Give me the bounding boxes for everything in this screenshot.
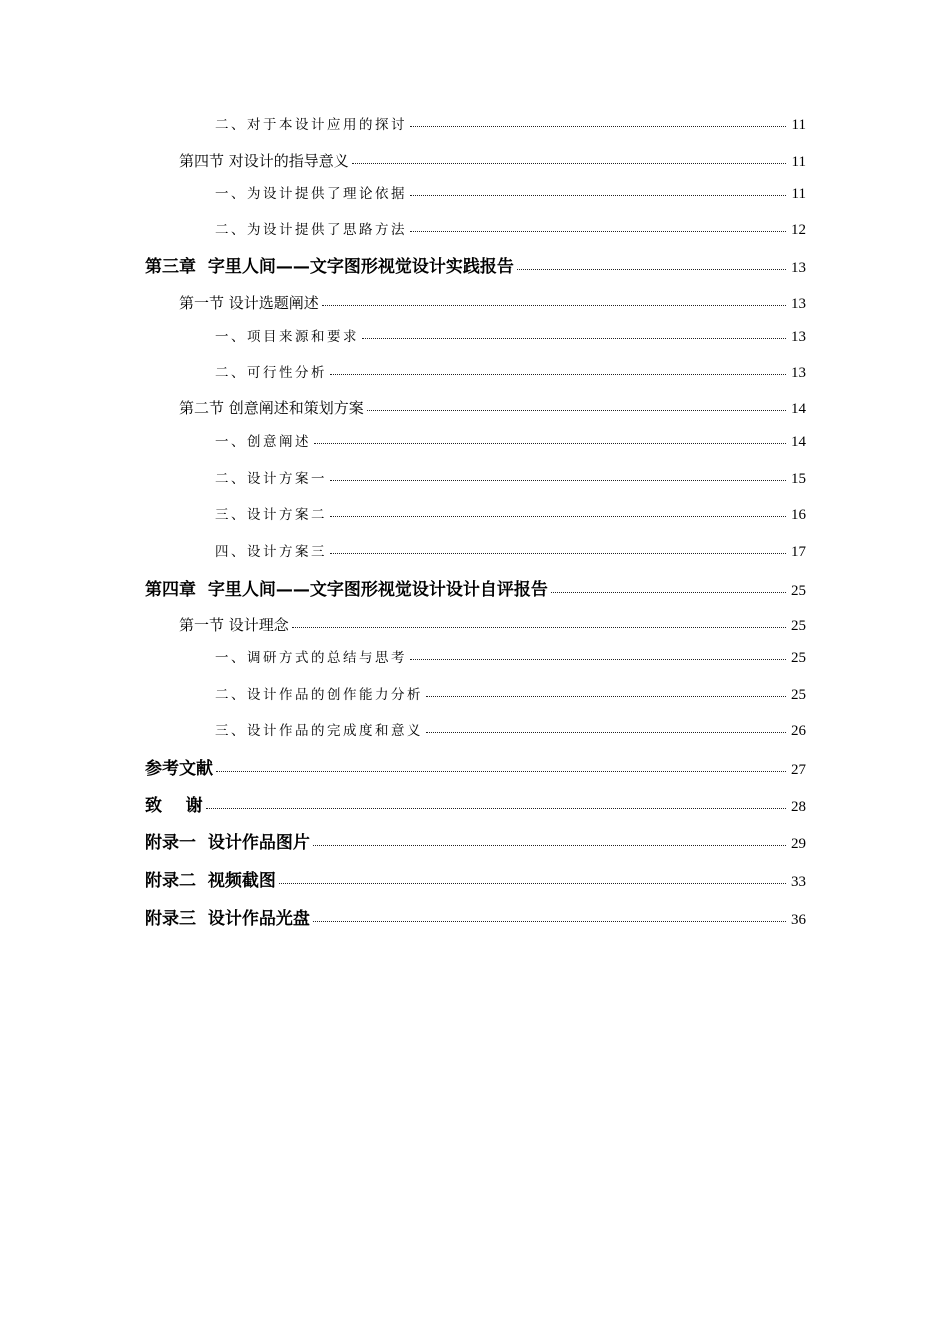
toc-entry [145, 911, 806, 928]
toc-entry [215, 223, 806, 238]
dot-leader [352, 163, 786, 164]
toc-entry-page: 14 [791, 434, 806, 450]
dot-leader [410, 126, 786, 127]
toc-entry-page: 27 [791, 762, 806, 778]
dot-leader [330, 374, 786, 375]
toc-entry-label: 第三章 字里人间——文字图形视觉设计实践报告 [145, 257, 514, 277]
toc-entry-page: 11 [791, 154, 806, 170]
toc-entry-page: 11 [791, 117, 806, 133]
dot-leader [279, 883, 786, 884]
toc-entry [145, 259, 806, 276]
toc-entry-label: 第四节 对设计的指导意义 [179, 152, 349, 170]
toc-entry [215, 508, 806, 523]
toc-entry [215, 472, 806, 487]
dot-leader [362, 338, 786, 339]
toc-entry-page: 25 [791, 583, 806, 599]
toc-entry-label: 二、对于本设计应用的探讨 [215, 117, 407, 133]
toc-entry [145, 582, 806, 599]
toc-entry-page: 14 [791, 401, 806, 417]
toc-entry [215, 688, 806, 703]
toc-entry-page: 13 [791, 296, 806, 312]
toc-entry-label: 二、设计作品的创作能力分析 [215, 687, 423, 703]
toc-entry-page: 12 [791, 222, 806, 238]
toc-entry-page: 36 [791, 912, 806, 928]
toc-entry-label: 二、为设计提供了思路方法 [215, 222, 407, 238]
toc-entry-page: 17 [791, 544, 806, 560]
toc-entry [215, 724, 806, 739]
toc-entry-page: 16 [791, 507, 806, 523]
toc-entry-page: 28 [791, 799, 806, 815]
dot-leader [426, 696, 786, 697]
toc-entry-label: 附录二 视频截图 [145, 871, 276, 891]
dot-leader [292, 627, 786, 628]
toc-entry [179, 296, 806, 312]
toc-entry-page: 13 [791, 260, 806, 276]
dot-leader [330, 480, 786, 481]
toc-entry-label: 一、项目来源和要求 [215, 329, 359, 345]
toc-entry-page: 25 [791, 687, 806, 703]
toc-entry-label: 二、设计方案一 [215, 471, 327, 487]
dot-leader [330, 516, 786, 517]
toc-entry-label: 一、调研方式的总结与思考 [215, 650, 407, 666]
dot-leader [410, 659, 786, 660]
dot-leader [330, 553, 786, 554]
toc-entry-label: 四、设计方案三 [215, 544, 327, 560]
toc-entry-label: 附录三 设计作品光盘 [145, 909, 310, 929]
toc-entry-label: 第一节 设计理念 [179, 616, 289, 634]
toc-entry [215, 118, 806, 133]
toc-entry [215, 651, 806, 666]
toc-entry-page: 33 [791, 874, 806, 890]
dot-leader [314, 443, 786, 444]
toc-entry-label: 三、设计方案二 [215, 507, 327, 523]
dot-leader [410, 231, 786, 232]
toc-entry [145, 798, 806, 815]
toc-entry [145, 835, 806, 852]
toc-entry-label: 第二节 创意阐述和策划方案 [179, 399, 364, 417]
toc-entry-label: 致 谢 [145, 796, 203, 816]
toc-entry [215, 545, 806, 560]
toc-entry-page: 25 [791, 650, 806, 666]
toc-entry-label: 二、可行性分析 [215, 365, 327, 381]
dot-leader [551, 592, 786, 593]
dot-leader [517, 269, 786, 270]
dot-leader [426, 732, 786, 733]
dot-leader [367, 410, 786, 411]
toc-entry [179, 618, 806, 634]
dot-leader [206, 808, 786, 809]
toc-entry [145, 873, 806, 890]
dot-leader [216, 771, 786, 772]
dot-leader [313, 921, 786, 922]
dot-leader [322, 305, 786, 306]
toc-entry [215, 435, 806, 450]
toc-entry [145, 761, 806, 778]
toc-entry [215, 187, 806, 202]
dot-leader [410, 195, 786, 196]
toc-entry-page: 29 [791, 836, 806, 852]
toc-entry-label: 一、创意阐述 [215, 434, 311, 450]
toc-entry-page: 26 [791, 723, 806, 739]
toc-entry-page: 13 [791, 365, 806, 381]
toc-entry-page: 15 [791, 471, 806, 487]
toc-entry-label: 第四章 字里人间——文字图形视觉设计设计自评报告 [145, 580, 548, 600]
toc-entry-page: 25 [791, 618, 806, 634]
toc-entry-page: 13 [791, 329, 806, 345]
toc-entry-label: 参考文献 [145, 759, 213, 779]
toc-entry-label: 第一节 设计选题阐述 [179, 294, 319, 312]
toc-entry [215, 330, 806, 345]
toc-entry-page: 11 [791, 186, 806, 202]
toc-entry-label: 三、设计作品的完成度和意义 [215, 723, 423, 739]
toc-entry [179, 154, 806, 170]
toc-entry-label: 附录一 设计作品图片 [145, 833, 310, 853]
toc-entry [215, 366, 806, 381]
toc-entry [179, 401, 806, 417]
dot-leader [313, 845, 786, 846]
toc-entry-label: 一、为设计提供了理论依据 [215, 186, 407, 202]
